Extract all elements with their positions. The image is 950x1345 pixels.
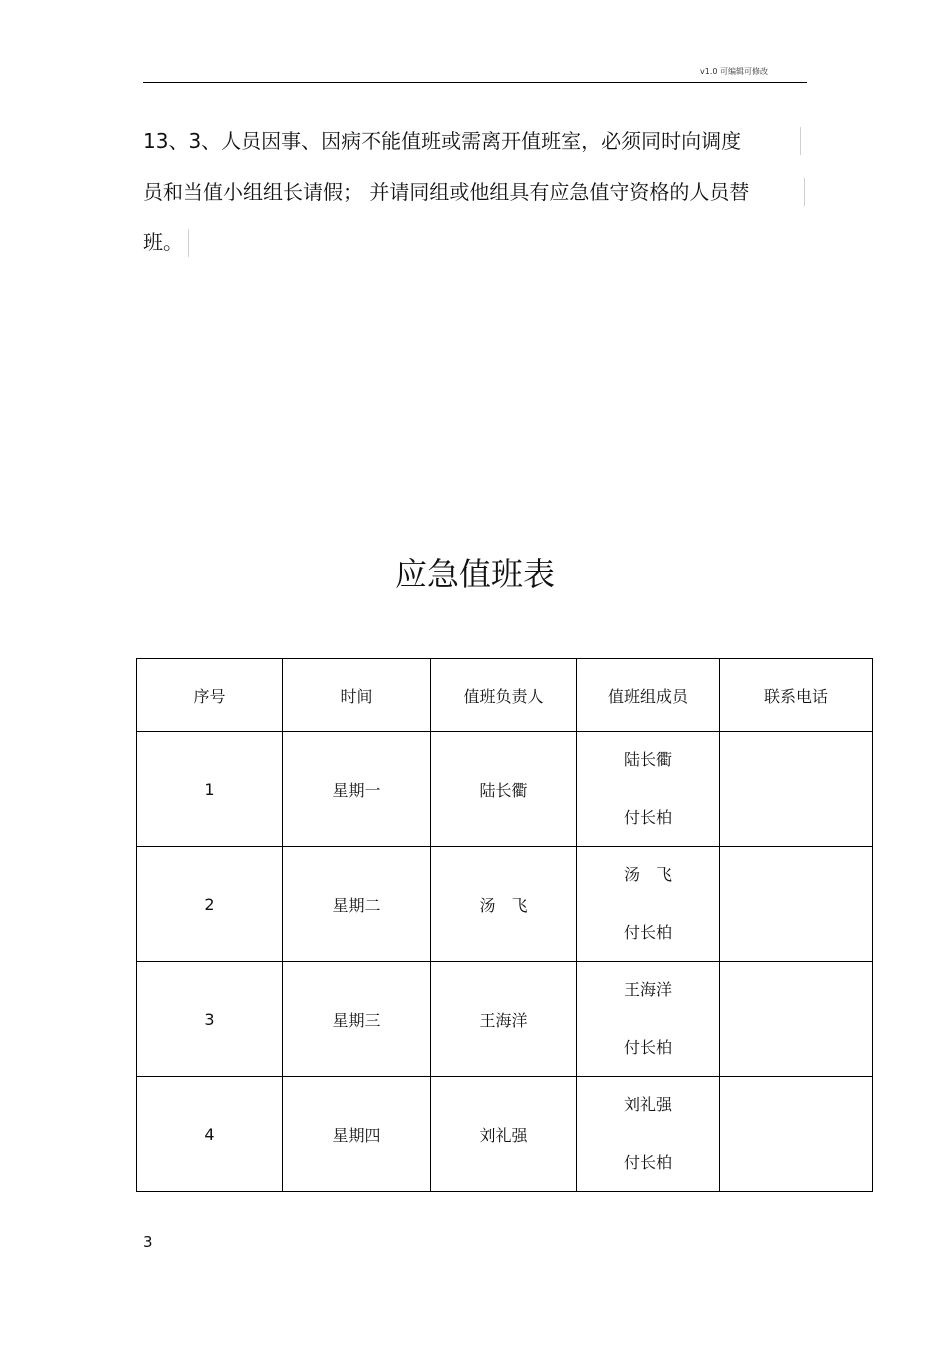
cell-members: [577, 847, 720, 962]
cell-number: 1: [137, 732, 283, 847]
header-cell-phone: 联系电话: [720, 659, 873, 732]
cell-members: [577, 962, 720, 1077]
member-name: 刘礼强: [623, 1095, 672, 1114]
cell-phone: [720, 962, 873, 1077]
table-header-row: [137, 659, 873, 732]
header-cell-number: 序号: [137, 659, 283, 732]
cell-number: 4: [137, 1077, 283, 1192]
member-name: 付长柏: [623, 1038, 672, 1057]
member-name: 王海洋: [623, 980, 672, 999]
member-name: 汤 飞: [623, 865, 672, 884]
duty-table: [136, 658, 873, 1192]
cell-day: 星期四: [283, 1077, 431, 1192]
header-divider: [143, 82, 807, 83]
header-cell-leader: 值班负责人: [431, 659, 577, 732]
cell-members: [577, 1077, 720, 1192]
paragraph-line-2: 员和当值小组组长请假； 并请同组或他组具有应急值守资格的人员替: [143, 180, 750, 204]
cell-leader: 王海洋: [431, 962, 577, 1077]
cell-leader: 陆长衢: [431, 732, 577, 847]
table-row: [137, 1077, 873, 1192]
cell-number: 3: [137, 962, 283, 1077]
table-row: [137, 847, 873, 962]
line-end-marker: [804, 178, 805, 206]
member-name: 付长柏: [623, 1153, 672, 1172]
cell-phone: [720, 732, 873, 847]
line-end-marker: [188, 229, 189, 257]
cell-day: 星期一: [283, 732, 431, 847]
cell-leader: 刘礼强: [431, 1077, 577, 1192]
member-name: 付长柏: [623, 808, 672, 827]
cell-phone: [720, 1077, 873, 1192]
header-version-label: v1.0 可编辑可修改: [700, 67, 768, 76]
page-title: 应急值班表: [394, 555, 555, 593]
cell-day: 星期三: [283, 962, 431, 1077]
member-name: 陆长衢: [623, 750, 672, 769]
header-cell-time: 时间: [283, 659, 431, 732]
table-row: [137, 732, 873, 847]
header-cell-members: 值班组成员: [577, 659, 720, 732]
paragraph-line-3: 班。: [143, 230, 183, 254]
paragraph-line-1: 13、3、人员因事、因病不能值班或需离开值班室，必须同时向调度: [143, 129, 742, 153]
page-number: 3: [143, 1233, 153, 1251]
member-name: 付长柏: [623, 923, 672, 942]
cell-day: 星期二: [283, 847, 431, 962]
cell-members: [577, 732, 720, 847]
table-row: [137, 962, 873, 1077]
line-end-marker: [800, 127, 801, 155]
cell-phone: [720, 847, 873, 962]
cell-leader: 汤 飞: [431, 847, 577, 962]
cell-number: 2: [137, 847, 283, 962]
